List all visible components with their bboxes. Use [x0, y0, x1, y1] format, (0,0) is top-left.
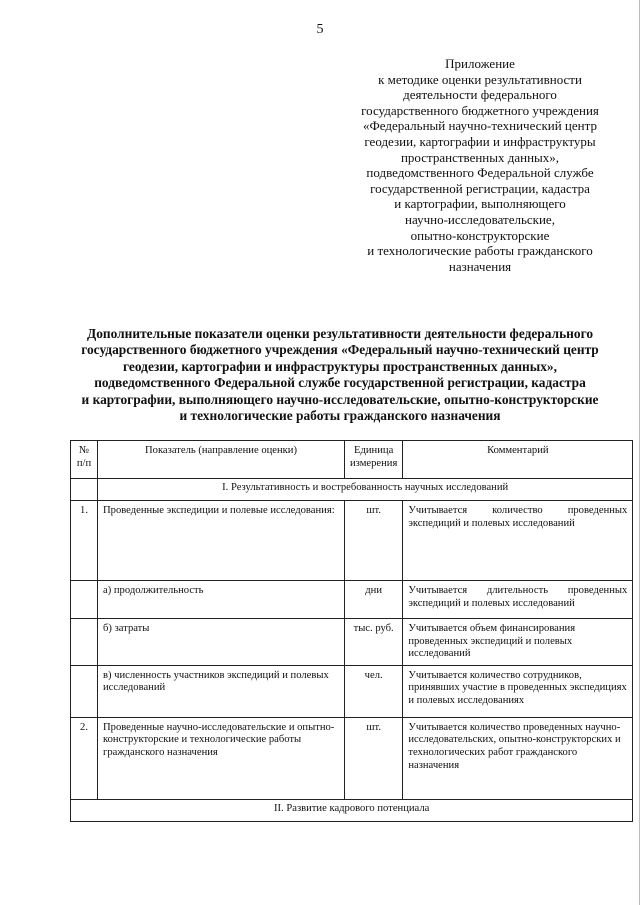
section-row — [71, 479, 633, 501]
appendix-line: и технологические работы гражданского — [367, 243, 593, 259]
row-indicator: б) затраты — [98, 619, 345, 666]
row-indicator: а) продолжительность — [98, 581, 345, 619]
title-line: геодезии, картографии и инфраструктуры пространственных данных», — [123, 358, 557, 374]
appendix-line: геодезии, картографии и инфраструктуры — [364, 133, 596, 149]
row-unit: дни — [345, 581, 403, 619]
row-indicator: Проведенные научно-исследовательские и опытно-конструкторские и технологические работы гражданского назначения — [98, 717, 345, 799]
row-comment: Учитывается длительность проведенных экспедиций и полевых исследований — [403, 581, 633, 619]
document-title — [40, 326, 640, 424]
row-num — [71, 619, 98, 666]
title-line: подведомственного Федеральной службе государственной регистрации, кадастра — [94, 375, 586, 391]
appendix-line: к методике оценки результативности — [378, 71, 582, 87]
title-line: и технологические работы гражданского назначения — [179, 408, 501, 424]
header-num: № п/п — [71, 441, 98, 479]
row-comment: Учитывается количество сотрудников, принявших участие в проведенных экспедициях и полевых исследованиях — [403, 665, 633, 717]
appendix-line: назначения — [448, 258, 512, 274]
row-comment: Учитывается количество проведенных научно-исследовательских, опытно-конструкторских и технологических работ гражданского назначения — [403, 717, 633, 799]
row-comment: Учитывается количество проведенных экспедиций и полевых исследований — [403, 501, 633, 581]
appendix-caption — [330, 56, 630, 274]
section-row — [71, 799, 633, 821]
appendix-line: государственной регистрации, кадастра — [370, 180, 590, 196]
appendix-line: деятельности федерального — [403, 87, 557, 103]
appendix-line: государственного бюджетного учреждения — [361, 102, 599, 118]
section-title: II. Развитие кадрового потенциала — [71, 799, 633, 821]
row-num: 2. — [71, 717, 98, 799]
row-num — [71, 581, 98, 619]
table-row — [71, 665, 633, 717]
appendix-line: и картографии, выполняющего — [394, 196, 566, 212]
row-indicator: Проведенные экспедиции и полевые исследования: — [98, 501, 345, 581]
appendix-line: опытно-конструкторские — [410, 227, 550, 243]
appendix-line: пространственных данных», — [400, 149, 560, 165]
appendix-line: «Федеральный научно-технический центр — [363, 118, 597, 134]
row-unit: шт. — [345, 717, 403, 799]
header-comment: Комментарий — [403, 441, 633, 479]
row-unit: чел. — [345, 665, 403, 717]
header-unit: Единица измерения — [345, 441, 403, 479]
table-row — [71, 717, 633, 799]
page-number: 5 — [316, 22, 324, 37]
row-num: 1. — [71, 501, 98, 581]
title-line: Дополнительные показатели оценки результативности деятельности федерального — [86, 326, 594, 341]
table-row — [71, 581, 633, 619]
section-title: I. Результативность и востребованность научных исследований — [98, 479, 633, 501]
appendix-line: научно-исследовательские, — [405, 211, 555, 227]
title-line: государственного бюджетного учреждения «Федеральный научно-технический центр — [81, 342, 599, 358]
header-indicator: Показатель (направление оценки) — [98, 441, 345, 479]
row-num — [71, 665, 98, 717]
title-line: и картографии, выполняющего научно-исследовательские, опытно-конструкторские — [81, 391, 599, 407]
appendix-line: Приложение — [445, 56, 515, 71]
appendix-line: подведомственного Федеральной службе — [366, 165, 594, 181]
row-unit: тыс. руб. — [345, 619, 403, 666]
table-header-row — [71, 441, 633, 479]
row-unit: шт. — [345, 501, 403, 581]
table-row — [71, 619, 633, 666]
row-comment: Учитывается объем финансирования проведенных экспедиций и полевых исследований — [403, 619, 633, 666]
table-row — [71, 501, 633, 581]
row-indicator: в) численность участников экспедиций и полевых исследований — [98, 665, 345, 717]
indicators-table — [70, 440, 633, 822]
